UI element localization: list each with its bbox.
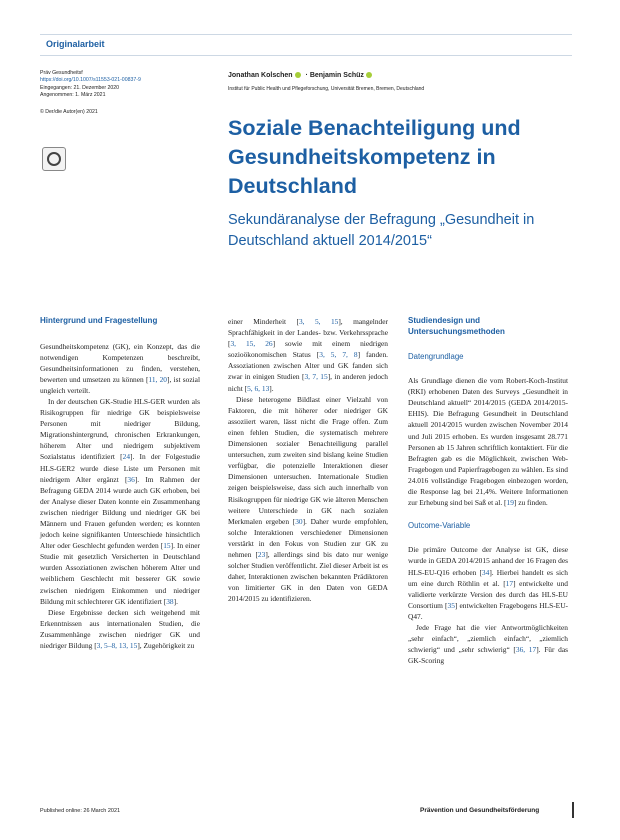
section-label: Originalarbeit [46,39,105,49]
citation-link[interactable]: 17 [505,578,514,588]
column-1 [40,316,200,651]
citation-link[interactable]: 19 [506,498,514,508]
section-heading: Studiendesign und Untersuchungsmethoden [408,316,505,336]
citation-link[interactable]: 38 [166,596,174,606]
column-2 [228,316,388,604]
journal-abbrev: Präv Gesundheitsf [40,70,83,76]
journal-name: Prävention und Gesundheitsförderung [420,807,540,814]
paragraph: einer Minderheit [3, 5, 15], mangelnder Sprachfähigkeit in der Landes- bzw. Verkehrssprache [3, 15, 26] sowie mit einem niedrigen sozioökonomischen Status [3, 5, 7, 8] fanden. Assoziationen zwischen Alter und GK fanden sich zwar in einigen Studien [3, 7, 15], in anderen jedoch nicht [5, 6, 13]. [228,317,389,393]
citation-link[interactable]: 3, 5, 7, 8 [319,350,358,360]
author-separator: · [305,72,308,79]
citation-link[interactable]: 23 [257,549,266,559]
citation-link[interactable]: 3, 15, 26 [230,339,273,349]
citation-link[interactable]: 34 [481,567,490,577]
doi-link[interactable]: https://doi.org/10.1007/s11553-021-00837-9 [40,77,141,84]
paragraph: Jede Frage hat die vier Antwortmöglichkeiten „sehr einfach“, „ziemlich einfach“, „ziemlich schwierig“ und „sehr schwierig“ [36, 17]. Für das GK-Scoring [408,622,568,666]
column-3 [408,316,568,666]
citation-link[interactable]: 36 [127,474,135,484]
header-rule [40,34,572,56]
section-heading: Hintergrund und Fragestellung [40,316,158,325]
citation-link[interactable]: 36, 17 [515,645,537,655]
article-subtitle: Sekundäranalyse der Befragung „Gesundheit in Deutschland aktuell 2014/2015“ [228,212,535,249]
citation-link[interactable]: 15 [163,541,171,551]
citation-link[interactable]: 30 [295,516,303,526]
citation-link[interactable]: 24 [122,452,131,462]
footer-divider [572,802,574,818]
subsection-heading: Outcome-Variable [408,521,471,531]
authors [228,72,375,79]
paragraph: In der deutschen GK-Studie HLS-GER wurden als Risikogruppen für niedrige GK beispielsweise Personen mit niedriger Bildung, Migrationshintergrund, chronischen Erkrankungen, höherem Alter und niedrigem subjektivem Sozialstatus identifiziert [24]. In der Folgestudie HLS-GER2 wurde diese Liste um Personen mit niedrigem Alter ergänzt [36]. Im Rahmen der Befragung GEDA 2014 wurde auch GK erhoben, bei der Analyse dieser Daten konnte ein Zusammenhang zwischen niedriger Bildung und niedriger GK bei Männern und Frauen gefunden werden; es konnten jedoch keine signifikanten Unterschiede hinsichtlich Alter oder Geschlecht gefunden werden [15]. In einer Studie mit gesetzlich Versicherten in Deutschland wurden Assoziationen zwischen höherem Alter und weiblichem Geschlecht mit besserer GK sowie zwischen niedrigem Einkommen und niedriger Bildung mit schlechterer GK identifiziert [38]. [40,396,200,606]
copyright: © Der/die Autor(en) 2021 [40,108,98,115]
accepted-date: Angenommen: 1. März 2021 [40,92,106,99]
citation-link[interactable]: 11, 20 [148,374,168,384]
paragraph: Diese heterogene Bildlast einer Vielzahl von Faktoren, die mit höherer oder niedriger GK assoziiert waren, lässt nicht die Frage offen. Zum einen fehlen Studien, die systematisch mehrere Dimensionen sozialer Benachteiligung parallel untersuchen, zum zweiten sind bislang keine Studien verfügbar, die potenzielle Interaktionen dieser Dimensionen untersuchen. Internationale Studien zeigen beispielsweise, dass sich auch innerhalb von Risikogruppen für niedrige GK wie älteren Menschen weitere Unterschiede in GK nach sozialen Merkmalen ergeben [30]. Daher wurde empfohlen, solche Interaktionen verschiedener Dimensionen verstärkt in den Fokus von Studien zur GK zu nehmen [23], allerdings sind bis dato nur wenige solcher Studien veröffentlicht. Ziel dieser Arbeit ist es daher, Interaktionen zwischen bekannten Prädiktoren von limitierter GK in den Daten von GEDA 2014/2015 zu identifizieren. [228,394,388,604]
paragraph: Die primäre Outcome der Analyse ist GK, diese wurde in GEDA 2014/2015 anhand der 16 Fragen des HLS-EU-Q16 erhoben [34]. Hierbei handelt es sich um eine durch Röthlin et al. [17] entwickelte und validierte verkürzte Version des durch das HLS-EU Consortium [35] entwickelten Fragebogens HLS-EU-Q47. [408,545,568,621]
received-date: Eingegangen: 21. Dezember 2020 [40,84,120,91]
orcid-icon[interactable] [366,72,372,78]
citation-link[interactable]: 35 [447,600,455,610]
subsection-heading: Datengrundlage [408,352,464,361]
author-2[interactable]: Benjamin Schüz [309,72,364,79]
published-date: Published online: 26 March 2021 [40,808,121,814]
paragraph: Gesundheitskompetenz (GK), ein Konzept, das die notwendigen Kompetenzen beschreibt, Gesundheitsinformationen zu finden, verstehen, bewerten und umsetzen zu können [11, 20], ist sozial ungleich verteilt. [40,341,201,395]
paragraph: Diese Ergebnisse decken sich weitgehend mit Erkenntnissen aus internationalen Studien, die Zusammenhänge zwischen niedriger GK und niedriger Bildung [3, 5–8, 13, 15], Zugehörigkeit zu [40,607,200,651]
article-title: Soziale Benachteiligung und Gesundheitskompetenz in Deutschland [228,116,521,198]
citation-link[interactable]: 3, 5, 15 [298,317,339,326]
citation-link[interactable]: 5, 6, 13 [247,383,270,393]
citation-link[interactable]: 3, 7, 15 [304,372,328,382]
affiliation: Institut für Public Health und Pflegeforschung, Universität Bremen, Bremen, Deutschland [228,86,425,92]
article-meta [40,70,215,116]
author-1[interactable]: Jonathan Kolschen [228,72,293,79]
open-access-icon [42,147,66,171]
orcid-icon[interactable] [295,72,301,78]
citation-link[interactable]: 3, 5–8, 13, 15 [96,641,138,651]
paragraph: Als Grundlage dienen die vom Robert-Koch-Institut (RKI) erhobenen Daten des Surveys „Gesundheit in Deutschland aktuell“ 2014/2015 (GEDA 2014/2015-EHIS). Die Befragung Gesundheit in Deutschland aktuell 2014/2015 wurden zwischen November 2014 und Juli 2015 erhoben. Es wurden insgesamt 28.771 Personen ab 15 Jahren schriftlich kontaktiert. Für die Befragten gab es die Möglichkeit, zwischen Web-Fragebogen und Papierfragebogen zu wählen. Es sind 24.016 vollständige Fragebogen einbezogen worden, die Response lag bei 21,4%. Weitere Informationen zur Erhebung sind bei Saß et al. [19] zu finden. [408,376,568,508]
